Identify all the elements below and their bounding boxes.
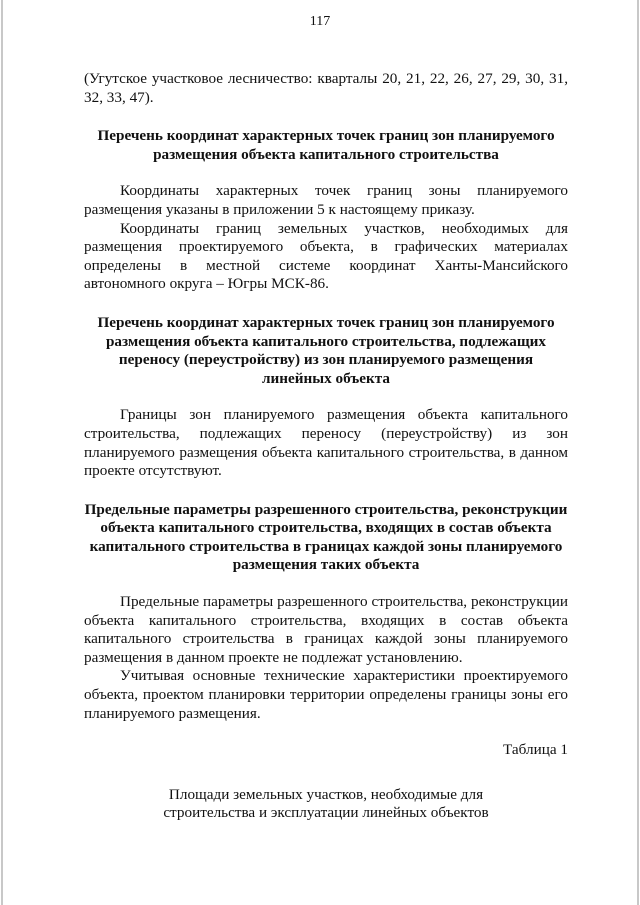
section-relocation-paragraph: Границы зон планируемого размещения объекта капитального строительства, подлежащих переносу (переустройству) из зон планируемого размещения объекта капитального строительства, в данном проекте отсутствуют. (84, 406, 568, 480)
table-caption (84, 786, 568, 823)
scan-edge-right (637, 0, 639, 905)
page-number: 117 (309, 14, 331, 29)
scan-edge-left (1, 0, 3, 905)
table-caption-line-2: строительства и эксплуатации линейных объектов (163, 804, 489, 822)
section-relocation-heading: Перечень координат характерных точек границ зон планируемого размещения объекта капитального строительства, подлежащих переносу (переустройству) из зон планируемого размещения линейных объекта (97, 313, 555, 387)
table-caption-line-1: Площади земельных участков, необходимые для (168, 785, 484, 803)
section-coordinates-paragraph-2: Координаты границ земельных участков, необходимых для размещения проектируемого объекта, в графических материалах определены в местной системе координат Ханты-Мансийского автономного округа – Югры МСК-86. (84, 219, 568, 293)
section-parameters-heading: Предельные параметры разрешенного строительства, реконструкции объекта капитального строительства, входящих в состав объекта капитального строительства в границах каждой зоны планируемого размещения таких объекта (84, 500, 568, 574)
section-parameters-paragraph-1: Предельные параметры разрешенного строительства, реконструкции объекта капитального строительства, входящих в состав объекта капитального строительства в границах каждой зоны планируемого размещения в данном проекте не подлежат установлению. (84, 593, 568, 666)
section-parameters-paragraph-2: Учитывая основные технические характеристики проектируемого объекта, проектом планировки территории определены границы зоны его планируемого размещения. (84, 667, 568, 722)
section-coordinates-heading: Перечень координат характерных точек границ зон планируемого размещения объекта капитального строительства (97, 127, 555, 163)
section-coordinates-paragraph-1: Координаты характерных точек границ зоны планируемого размещения указаны в приложении 5 к настоящему приказу. (84, 182, 568, 218)
table-label: Таблица 1 (503, 741, 568, 759)
intro-paragraph: (Угутское участковое лесничество: кварталы 20, 21, 22, 26, 27, 29, 30, 31, 32, 33, 47). (84, 70, 568, 106)
document-body (84, 70, 568, 823)
